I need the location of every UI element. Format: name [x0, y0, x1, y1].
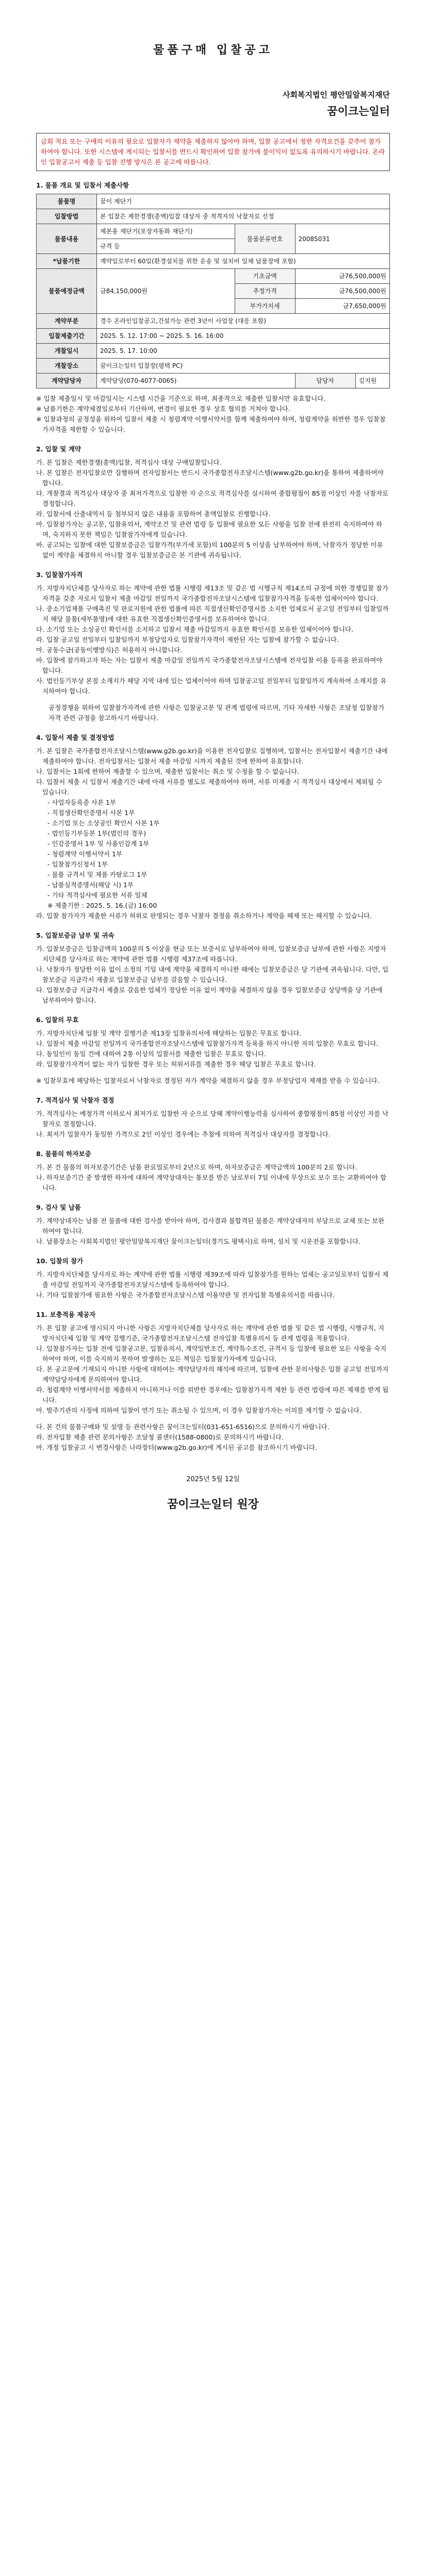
document-item: - 납품실적증명서(해당 시) 1부	[47, 881, 134, 889]
section-title: 11. 보충적용 제공자	[36, 1311, 96, 1318]
organization-name: 꿈이크는일터	[327, 105, 390, 117]
list-item: 나. 입찰참가자는 입찰 전에 입찰공고문, 입찰유의서, 계약일반조건, 계약특수조건, 규격서 등 입찰에 필요한 모든 사항을 숙지하여야 하며, 이를 숙지하지 못하여 발생하는 모든 책임은 입찰참가자에게 있습니다.	[36, 1345, 387, 1363]
list-item: 라. 입찰참가자격이 없는 자가 입찰한 경우 또는 허위서류를 제출한 경우 해당 입찰은 무효로 합니다.	[36, 1060, 316, 1068]
table-label: 물품명	[37, 194, 97, 209]
note-text: ※ 입찰 제출일시 및 마감일시는 시스템 시간을 기준으로 하며, 최종적으로 제출한 입찰서만 유효합니다.	[36, 395, 326, 402]
section-invalid-bids	[36, 1015, 390, 1086]
list-item: 라. 입찰 참가자가 제출한 서류가 허위로 판명되는 경우 낙찰자 결정을 취소하거나 계약을 해제 또는 해지할 수 있습니다.	[36, 912, 372, 920]
list-item: 다. 입찰서 제출 시 입찰서 제출기간 내에 아래 서류를 별도로 제출하여야 하며, 서류 미제출 시 적격심사 대상에서 제외될 수 있습니다.	[36, 778, 383, 796]
list-item: 사. 법인등기부상 본점 소재지가 해당 지역 내에 있는 업체이어야 하며 입찰공고일 전일부터 입찰일까지 계속하여 소재지를 유지하여야 합니다.	[36, 677, 387, 695]
table-label: 입찰방법	[37, 209, 97, 224]
table-row	[37, 209, 390, 224]
section-title: 9. 검사 및 납품	[36, 1204, 81, 1211]
list-item: 나. 낙찰자가 정당한 이유 없이 소정의 기일 내에 계약을 체결하지 아니한 때에는 입찰보증금은 당 기관에 귀속됩니다. 다만, 입찰보증금 지급각서 제출로 입찰보증금 납부를 갈음할 수 있습니다.	[36, 965, 389, 984]
section-title: 6. 입찰의 무효	[36, 1016, 79, 1024]
footnote-text: 마. 개정 입찰공고 시 변경사항은 나라장터(www.g2b.go.kr)에 게시된 공고를 참조하시기 바랍니다.	[36, 1444, 317, 1451]
list-item: 가. 계약상대자는 납품 전 물품에 대한 검사를 받아야 하며, 검사결과 불합격된 물품은 계약상대자의 부담으로 교체 또는 보완하여야 합니다.	[36, 1217, 385, 1235]
section-participation	[36, 1256, 390, 1300]
section-submission	[36, 733, 390, 921]
list-item: 나. 입찰서는 1회에 한하여 제출할 수 있으며, 제출한 입찰서는 취소 및 수정을 할 수 없습니다.	[36, 768, 300, 775]
table-label: 계약부분	[37, 314, 97, 329]
list-item: 다. 동일인이 동일 건에 대하여 2통 이상의 입찰서를 제출한 입찰은 무효로 합니다.	[36, 1050, 267, 1058]
table-label: 물품내용	[37, 224, 97, 254]
list-item: 다. 본 공고문에 기재되지 아니한 사항에 대하여는 계약담당자의 해석에 따르며, 입찰에 관한 문의사항은 입찰 공고일 전일까지 계약담당자에게 문의하여야 합니다.	[36, 1365, 389, 1383]
table-row	[37, 329, 390, 344]
list-item: 나. 중소기업제품 구매촉진 및 판로지원에 관한 법률에 따른 직접생산확인증명서를 소지한 업체로서 공고일 전일부터 입찰일까지 해당 물품(세부품명)에 대한 유효한 직접생산확인증명서를 보유하여야 합니다.	[36, 605, 389, 623]
table-row	[37, 314, 390, 329]
table-label: 개찰일시	[37, 344, 97, 359]
section-supplementary	[36, 1310, 390, 1453]
table-row	[37, 269, 390, 284]
table-cell: 경수 온라인입찰공고,건설가능 관련 3년이 사업장 (대응 포함)	[97, 314, 390, 329]
table-cell: 김지원	[355, 374, 389, 388]
table-cell: 금76,500,000원	[295, 284, 389, 299]
document-item: - 사업자등록증 사본 1부	[47, 799, 117, 806]
table-cell: 꿈이크는일터 입찰장(평택 PC)	[97, 359, 390, 374]
list-item: 가. 지방자치단체 입찰 및 계약 집행기준 제13장 입찰유의서에 해당하는 입찰은 무효로 합니다.	[36, 1029, 302, 1037]
section-title: 2. 입찰 및 계약	[36, 445, 81, 453]
table-cell: 계약일로부터 60일(환경설치를 위한 운송 및 설치비 일체 납품장에 포함)	[97, 254, 390, 269]
footnote-text: 다. 본 건의 물품구매와 및 설명 등 관련사항은 꿈이크는일터(031-651-6516)으로 문의하시기 바랍니다.	[36, 1423, 330, 1431]
footnote-text: 공정경쟁을 위하여 입찰참가자격에 관한 사항은 입찰공고문 및 관계 법령에 따르며, 기타 자세한 사항은 조달청 입찰참가자격 관련 규정을 참고하시기 바랍니다.	[48, 704, 385, 722]
table-cell: 금84,150,000원	[97, 269, 235, 314]
table-cell: 20085031	[295, 224, 389, 254]
table-cell: 본 입찰은 제한경쟁(총액)입찰 대상자 중 적격자의 낙찰자로 선정	[97, 209, 390, 224]
table-row	[37, 224, 390, 239]
section-title: 5. 입찰보증금 납부 및 귀속	[36, 931, 114, 939]
table-label: 기초금액	[235, 269, 295, 284]
list-item: 다. 입찰보증금 지급각서 제출로 갈음한 업체가 정당한 이유 없이 계약을 체결하지 않을 경우 입찰보증금 상당액을 당 기관에 납부하여야 합니다.	[36, 986, 383, 1004]
page-title: 물품구매 입찰공고	[153, 44, 273, 57]
section-item-overview	[36, 180, 390, 435]
list-item: 가. 적격심사는 예정가격 이하로서 최저가로 입찰한 자 순으로 당해 계약이행능력을 심사하여 종합평점이 85점 이상인 자를 낙찰자로 결정합니다.	[36, 1110, 389, 1128]
table-label: 계약담당자	[37, 374, 97, 388]
document-item: - 인감증명서 1부 및 사용인감계 1부	[47, 840, 150, 848]
table-row	[37, 359, 390, 374]
list-item: 가. 본 입찰은 국가종합전자조달시스템(www.g2b.go.kr)을 이용한 전자입찰로 집행하며, 입찰서는 전자입찰서 제출기간 내에 제출하여야 합니다. 전자입찰서는 입찰서 제출 마감일 시까지 제출된 것에 한하여 유효합니다.	[36, 747, 388, 765]
list-item: 라. 청렴계약 이행서약서를 제출하지 아니하거나 이를 위반한 경우에는 입찰참가자격 제한 등 관련 법령에 따른 제재를 받게 됩니다.	[36, 1386, 389, 1404]
list-item: 나. 본 입찰은 전자입찰로만 집행하며 전자입찰서는 반드시 국가종합전자조달시스템(www.g2b.go.kr)을 통하여 제출하여야 합니다.	[36, 469, 384, 487]
signature-org: 꿈이크는일터 원장	[167, 1498, 259, 1511]
table-row	[37, 374, 390, 388]
list-item: 가. 입찰보증금은 입찰금액의 100분의 5 이상을 현금 또는 보증서로 납부하여야 하며, 입찰보증금 납부에 관한 사항은 지방자치단체를 당사자로 하는 계약에 관한 법률 시행령 제37조에 따릅니다.	[36, 945, 386, 963]
table-cell: 제본용 재단기(포장자동화 재단기)	[97, 224, 235, 239]
deadline-text: ※ 제출기한 : 2025. 5. 16.(금) 16:00	[47, 902, 157, 909]
section-title: 4. 입찰서 제출 및 결정방법	[36, 734, 114, 741]
section-deposit	[36, 930, 390, 1006]
table-label: 물품예정금액	[37, 269, 97, 314]
table-row	[37, 344, 390, 359]
document-item: - 기타 적격심사에 필요한 서류 일체	[47, 891, 148, 899]
list-item: 가. 본 건 물품의 하자보증기간은 납품 완료일로부터 2년으로 하며, 하자보증금은 계약금액의 100분의 2로 합니다.	[36, 1163, 357, 1171]
list-item: 나. 입찰서 제출 마감일 전일까지 국가종합전자조달시스템에 입찰참가자격 등록을 하지 아니한 자의 입찰은 무효로 합니다.	[36, 1040, 379, 1047]
list-item: 가. 지방자치단체를 당사자로 하는 계약에 관한 법률 시행령 제39조에 따라 입찰참가를 원하는 업체는 공고일로부터 입찰서 제출 마감일 전일까지 국가종합전자조달시스템에 등록하여야 합니다.	[36, 1270, 389, 1289]
table-label: 입찰제출기간	[37, 329, 97, 344]
list-item: 라. 입찰 공고일 전일부터 입찰일까지 부정당업자로 입찰참가자격이 제한된 자는 입찰에 참가할 수 없습니다.	[36, 636, 339, 643]
table-cell: 2025. 5. 17. 10:00	[97, 344, 390, 359]
list-item: 나. 하자보증기간 중 발생한 하자에 대하여 계약상대자는 통보를 받은 날로부터 7일 이내에 무상으로 보수 또는 교환하여야 합니다.	[36, 1174, 387, 1192]
document-item: - 법인등기부등본 1부(법인의 경우)	[47, 829, 146, 837]
list-item: 다. 소기업 또는 소상공인 확인서를 소지하고 입찰서 제출 마감일까지 유효한 확인서를 보유한 업체이어야 합니다.	[36, 625, 354, 633]
table-label: 물품분류번호	[235, 224, 295, 254]
notice-date: 2025년 5월 12일	[186, 1476, 240, 1483]
table-label: 추정가격	[235, 284, 295, 299]
section-inspection	[36, 1202, 390, 1247]
section-title: 1. 물품 개요 및 입찰서 제출사항	[36, 181, 129, 189]
document-item: - 물품 규격서 및 제품 카탈로그 1부	[47, 871, 148, 878]
document-item: - 청렴계약 이행서약서 1부	[47, 850, 123, 858]
table-label: 부가가치세	[235, 299, 295, 314]
list-item: 바. 입찰에 참가하고자 하는 자는 입찰서 제출 마감일 전일까지 국가종합전자조달시스템에 전자입찰 이용 등록을 완료하여야 합니다.	[36, 656, 383, 674]
list-item: 가. 지방자치단체를 당사자로 하는 계약에 관한 법률 시행령 제13조 및 같은 법 시행규칙 제14조의 규정에 의한 경쟁입찰 참가자격을 갖춘 자로서 입찰서 제출 마감일 전일까지 국가종합전자조달시스템에 입찰참가자격을 등록한 업체이어야 합니다.	[36, 584, 388, 602]
document-item: - 입찰참가신청서 1부	[47, 860, 108, 868]
section-evaluation	[36, 1095, 390, 1140]
list-item: 다. 개찰결과 적격심사 대상자 중 최저가격으로 입찰한 자 순으로 적격심사를 실시하여 종합평점이 85점 이상인 자를 낙찰자로 결정합니다.	[36, 489, 389, 507]
list-item: 마. 발주기관의 사정에 의하여 입찰이 연기 또는 취소될 수 있으며, 이 경우 입찰참가자는 이의를 제기할 수 없습니다.	[36, 1406, 362, 1414]
note-text: ※ 입찰과정의 공정성을 위하여 입찰서 제출 시 청렴계약 이행서약서를 함께 제출하여야 하며, 청렴계약을 위반한 경우 입찰참가자격을 제한할 수 있습니다.	[36, 415, 386, 433]
notice-box: 금회 적요 또는 구매의 이유의 필요로 입찰자가 제약을 제출하지 않아야 하며, 입찰 공고에서 정한 자격요건을 갖추어 참가하여야 합니다. 또한 시스템에 게시되는 입찰서를 반드시 확인하여 입찰 참가에 불이익이 없도록 유의하시기 바랍니다. 온라인 입찰공고서 제출 등 입찰 진행 방식은 본 공고에 따릅니다.	[36, 133, 390, 171]
list-item: 나. 납품장소는 사회복지법인 평안밀알복지재단 꿈이크는일터(경기도 평택시)로 하며, 설치 및 시운전을 포함합니다.	[36, 1238, 361, 1245]
note-text: ※ 납품기한은 계약체결일로부터 기산하며, 변경이 필요한 경우 상호 협의를 거쳐야 합니다.	[36, 405, 290, 413]
table-label: *납품기한	[37, 254, 97, 269]
table-row	[37, 194, 390, 209]
table-label: 개찰장소	[37, 359, 97, 374]
document-item: - 직접생산확인증명서 사본 1부	[47, 809, 135, 817]
list-item: 바. 공고되는 입찰에 대한 입찰보증금은 입찰가격(부가세 포함)의 100분의 5 이상을 납부하여야 하며, 낙찰자가 정당한 이유 없이 계약을 체결하지 아니할 경우 입찰보증금은 본 기관에 귀속됩니다.	[36, 541, 383, 559]
list-item: 나. 기타 입찰참가에 필요한 사항은 국가종합전자조달시스템 이용약관 및 전자입찰 특별유의서를 따릅니다.	[36, 1291, 335, 1299]
table-cell: 규격 등	[97, 239, 235, 254]
table-row	[37, 254, 390, 269]
section-title: 10. 입찰의 참가	[36, 1257, 84, 1265]
list-item: 나. 최저가 입찰자가 동일한 가격으로 2인 이상인 경우에는 추첨에 의하여 적격심사 대상자를 결정합니다.	[36, 1130, 331, 1138]
table-cell: 꿈이 제단기	[97, 194, 390, 209]
section-eligibility	[36, 570, 390, 723]
table-cell: 금76,500,000원	[295, 269, 389, 284]
list-item: 가. 본 입찰 공고에 명시되지 아니한 사항은 지방자치단체를 당사자로 하는 계약에 관한 법률 및 같은 법 시행령, 시행규칙, 지방자치단체 입찰 및 계약 집행기준, 국가종합전자조달시스템 전자입찰 특별유의서 등 관계 법령을 적용합니다.	[36, 1324, 385, 1342]
list-item: 마. 입찰참가자는 공고문, 입찰유의서, 계약조건 및 관련 법령 등 입찰에 필요한 모든 사항을 입찰 전에 완전히 숙지하여야 하며, 숙지하지 못한 책임은 입찰참가자에게 있습니다.	[36, 520, 383, 538]
footnote-text: 라. 전자입찰 제출 관련 문의사항은 조달청 콜센터(1588-0800)로 문의하시기 바랍니다.	[36, 1433, 284, 1441]
footnote-text: ※ 입찰무효에 해당하는 입찰자로서 낙찰자로 결정된 자가 계약을 체결하지 않을 경우 부정당업자 제재를 받을 수 있습니다.	[36, 1077, 380, 1084]
document-item: - 소기업 또는 소상공인 확인서 사본 1부	[47, 819, 160, 827]
list-item: 라. 입찰서에 산출내역서 등 첨부되지 않은 내용을 포함하여 총액입찰로 진행합니다.	[36, 510, 271, 518]
section-title: 3. 입찰참가자격	[36, 571, 83, 579]
section-bid-contract	[36, 444, 390, 561]
list-item: 가. 본 입찰은 제한경쟁(총액)입찰, 적격심사 대상 구매입찰입니다.	[36, 459, 222, 466]
organization-parent: 사회복지법인 평안밀알복지재단	[282, 90, 390, 99]
section-warranty	[36, 1149, 390, 1193]
list-item: 마. 공동수급(공동이행방식)은 허용하지 아니합니다.	[36, 646, 183, 654]
table-cell: 계약담당(070-4077-0065)	[97, 374, 296, 388]
table-label: 담당자	[295, 374, 355, 388]
section-title: 7. 적격심사 및 낙찰자 결정	[36, 1096, 114, 1104]
table-cell: 금7,650,000원	[295, 299, 389, 314]
section-title: 8. 물품의 하자보증	[36, 1150, 91, 1158]
bid-info-table	[36, 194, 390, 388]
table-cell: 2025. 5. 12. 17:00 ~ 2025. 5. 16. 16:00	[97, 329, 390, 344]
